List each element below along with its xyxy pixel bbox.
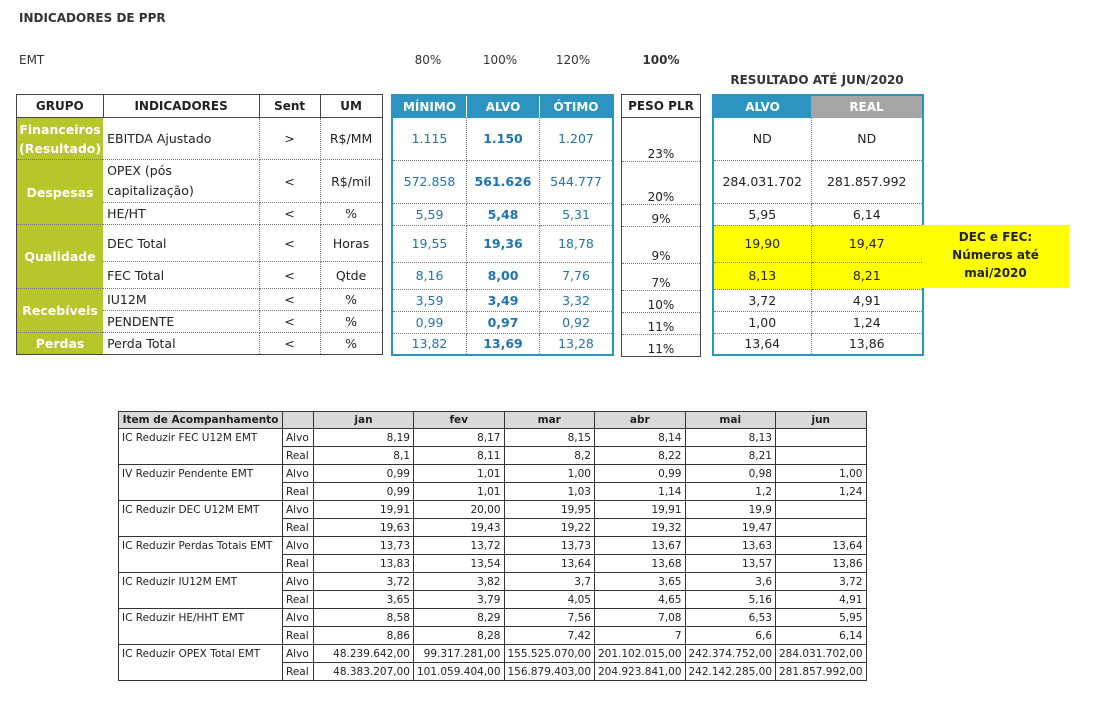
page-title: INDICADORES DE PPR xyxy=(19,11,166,25)
tracking-row-real xyxy=(119,483,867,501)
target-alvo: 13,69 xyxy=(467,333,540,355)
peso-value: 11% xyxy=(647,342,675,356)
header-indicadores: INDICADORES xyxy=(103,95,259,118)
tracking-row-alvo xyxy=(119,501,867,519)
indicator-sent: > xyxy=(259,118,320,160)
tracking-header-mar: mar xyxy=(504,412,595,429)
tracking-value: 20,00 xyxy=(414,501,505,519)
indicator-um: R$/MM xyxy=(320,118,382,160)
result-real: 4,91 xyxy=(811,289,923,311)
target-min: 8,16 xyxy=(392,262,467,289)
tracking-value: 4,65 xyxy=(595,591,686,609)
tracking-value: 48.383.207,00 xyxy=(314,663,414,681)
tracking-value: 156.879.403,00 xyxy=(504,663,595,681)
tracking-type-label: Real xyxy=(283,663,314,681)
tracking-header-jun: jun xyxy=(776,412,867,429)
pct-minimo: 80% xyxy=(414,53,442,67)
tracking-value: 3,65 xyxy=(595,573,686,591)
tracking-type-label: Real xyxy=(283,447,314,465)
tracking-value: 13,64 xyxy=(504,555,595,573)
note-line-1: DEC e FEC: xyxy=(958,230,1033,244)
indicator-um: % xyxy=(320,289,382,311)
tracking-item-name xyxy=(119,627,283,645)
tracking-value: 1,03 xyxy=(504,483,595,501)
result-real: 1,24 xyxy=(811,311,923,333)
target-otimo: 7,76 xyxy=(540,262,614,289)
tracking-item-name xyxy=(119,663,283,681)
tracking-row-real xyxy=(119,591,867,609)
indicator-sent: < xyxy=(259,225,320,262)
tracking-item-name xyxy=(119,555,283,573)
tracking-value: 5,95 xyxy=(776,609,867,627)
target-otimo: 0,92 xyxy=(540,311,614,333)
tracking-value: 6,6 xyxy=(685,627,776,645)
result-real: 6,14 xyxy=(811,203,923,225)
tracking-value: 201.102.015,00 xyxy=(595,645,686,663)
tracking-value: 281.857.992,00 xyxy=(776,663,867,681)
peso-value: 9% xyxy=(622,205,701,227)
target-alvo: 0,97 xyxy=(467,311,540,333)
tracking-value: 13,57 xyxy=(685,555,776,573)
tracking-row-real xyxy=(119,555,867,573)
tracking-value: 48.239.642,00 xyxy=(314,645,414,663)
tracking-value: 19,91 xyxy=(314,501,414,519)
emt-label: EMT xyxy=(19,53,45,67)
result-real: 13,86 xyxy=(848,336,885,352)
tracking-value: 8,14 xyxy=(595,429,686,447)
tracking-value: 13,86 xyxy=(776,555,867,573)
tracking-type-label: Real xyxy=(283,519,314,537)
peso-value: 10% xyxy=(622,291,701,313)
result-title: RESULTADO ATÉ JUN/2020 xyxy=(730,73,904,87)
target-otimo: 13,28 xyxy=(558,336,594,352)
tracking-value: 8,2 xyxy=(504,447,595,465)
tracking-value: 1,00 xyxy=(504,465,595,483)
result-real: 8,21 xyxy=(811,262,923,289)
tracking-value: 1,2 xyxy=(685,483,776,501)
tracking-value: 13,54 xyxy=(414,555,505,573)
tracking-value: 101.059.404,00 xyxy=(414,663,505,681)
tracking-row-real xyxy=(119,447,867,465)
header-alvo: ALVO xyxy=(467,95,540,118)
tracking-value: 8,19 xyxy=(314,429,414,447)
tracking-row-alvo xyxy=(119,645,867,663)
tracking-value: 1,14 xyxy=(595,483,686,501)
tracking-value: 242.374.752,00 xyxy=(685,645,776,663)
indicators-table xyxy=(16,94,383,355)
tracking-item-name: IC Reduzir DEC U12M EMT xyxy=(119,501,283,519)
target-alvo: 19,36 xyxy=(467,225,540,262)
header-peso-plr: PESO PLR xyxy=(622,95,701,118)
result-alvo: 19,90 xyxy=(713,225,811,262)
indicator-name: Perda Total xyxy=(103,333,259,355)
tracking-header-item: Item de Acompanhamento xyxy=(119,412,283,429)
indicator-um: Horas xyxy=(320,225,382,262)
result-real: 19,47 xyxy=(811,225,923,262)
tracking-value: 3,6 xyxy=(685,573,776,591)
tracking-value: 8,1 xyxy=(314,447,414,465)
indicator-um: R$/mil xyxy=(320,160,382,203)
tracking-value: 19,63 xyxy=(314,519,414,537)
target-otimo: 18,78 xyxy=(540,225,614,262)
target-alvo: 5,48 xyxy=(467,203,540,225)
pct-peso: 100% xyxy=(642,53,680,67)
group-qualidade: Qualidade xyxy=(17,225,104,289)
tracking-value: 8,13 xyxy=(685,429,776,447)
target-min: 13,82 xyxy=(392,333,467,355)
indicator-sent: < xyxy=(259,262,320,289)
tracking-item-name xyxy=(119,483,283,501)
tracking-value: 7,56 xyxy=(504,609,595,627)
tracking-value: 8,22 xyxy=(595,447,686,465)
target-min: 572.858 xyxy=(392,160,467,203)
tracking-item-name: IV Reduzir Pendente EMT xyxy=(119,465,283,483)
tracking-value: 8,17 xyxy=(414,429,505,447)
tracking-value: 242.142.285,00 xyxy=(685,663,776,681)
tracking-value: 19,32 xyxy=(595,519,686,537)
group-financeiros: Financeiros (Resultado) xyxy=(17,118,104,160)
tracking-row-real xyxy=(119,519,867,537)
header-sent: Sent xyxy=(259,95,320,118)
tracking-type-label: Alvo xyxy=(283,609,314,627)
peso-value: 11% xyxy=(622,313,701,335)
indicator-name: PENDENTE xyxy=(103,311,259,333)
tracking-value: 0,99 xyxy=(314,483,414,501)
result-alvo: 1,00 xyxy=(713,311,811,333)
tracking-type-label: Real xyxy=(283,555,314,573)
tracking-value xyxy=(776,429,867,447)
tracking-value: 284.031.702,00 xyxy=(776,645,867,663)
indicator-sent: < xyxy=(259,289,320,311)
tracking-value: 3,72 xyxy=(776,573,867,591)
tracking-value: 5,16 xyxy=(685,591,776,609)
tracking-type-label: Alvo xyxy=(283,573,314,591)
tracking-value: 19,47 xyxy=(685,519,776,537)
tracking-type-label: Real xyxy=(283,483,314,501)
targets-table xyxy=(391,94,614,356)
tracking-type-label: Alvo xyxy=(283,465,314,483)
target-otimo: 544.777 xyxy=(540,160,614,203)
tracking-value xyxy=(776,501,867,519)
indicator-sent: < xyxy=(259,333,320,355)
tracking-item-name: IC Reduzir OPEX Total EMT xyxy=(119,645,283,663)
tracking-row-real xyxy=(119,663,867,681)
indicator-sent: < xyxy=(259,160,320,203)
tracking-value: 3,72 xyxy=(314,573,414,591)
tracking-value: 155.525.070,00 xyxy=(504,645,595,663)
peso-value: 7% xyxy=(622,264,701,291)
tracking-value: 3,7 xyxy=(504,573,595,591)
tracking-value: 13,83 xyxy=(314,555,414,573)
tracking-value: 8,15 xyxy=(504,429,595,447)
target-min: 3,59 xyxy=(392,289,467,311)
tracking-row-alvo xyxy=(119,573,867,591)
header-um: UM xyxy=(320,95,382,118)
tracking-value: 7 xyxy=(595,627,686,645)
result-alvo: 3,72 xyxy=(713,289,811,311)
target-otimo: 5,31 xyxy=(540,203,614,225)
tracking-type-label: Alvo xyxy=(283,501,314,519)
result-alvo: 13,64 xyxy=(713,333,811,355)
tracking-type-label: Alvo xyxy=(283,429,314,447)
tracking-value: 13,63 xyxy=(685,537,776,555)
header-minimo: MÍNIMO xyxy=(392,95,467,118)
indicator-um: % xyxy=(320,311,382,333)
tracking-header-abr: abr xyxy=(595,412,686,429)
indicator-name: OPEX (pós capitalização) xyxy=(103,160,259,203)
tracking-item-name xyxy=(119,591,283,609)
tracking-value: 19,9 xyxy=(685,501,776,519)
tracking-header-jan: jan xyxy=(314,412,414,429)
peso-value: 23% xyxy=(622,118,701,162)
tracking-value: 13,68 xyxy=(595,555,686,573)
tracking-type-label: Alvo xyxy=(283,645,314,663)
header-result-alvo: ALVO xyxy=(713,95,811,118)
tracking-item-name: IC Reduzir HE/HHT EMT xyxy=(119,609,283,627)
tracking-value: 4,91 xyxy=(776,591,867,609)
tracking-header-fev: fev xyxy=(414,412,505,429)
tracking-row-alvo xyxy=(119,465,867,483)
tracking-value: 7,08 xyxy=(595,609,686,627)
tracking-header-mai: mai xyxy=(685,412,776,429)
tracking-value: 3,65 xyxy=(314,591,414,609)
target-alvo: 3,49 xyxy=(467,289,540,311)
tracking-item-name: IC Reduzir Perdas Totais EMT xyxy=(119,537,283,555)
note-line-3: mai/2020 xyxy=(964,266,1027,280)
target-otimo: 1.207 xyxy=(540,118,614,160)
tracking-header-row xyxy=(119,412,867,429)
indicator-name: DEC Total xyxy=(103,225,259,262)
tracking-value: 8,29 xyxy=(414,609,505,627)
tracking-value: 8,21 xyxy=(685,447,776,465)
target-min: 5,59 xyxy=(392,203,467,225)
tracking-value: 13,67 xyxy=(595,537,686,555)
tracking-value: 4,05 xyxy=(504,591,595,609)
tracking-value: 8,58 xyxy=(314,609,414,627)
tracking-item-name xyxy=(119,519,283,537)
indicator-sent: < xyxy=(259,203,320,225)
tracking-value: 19,95 xyxy=(504,501,595,519)
tracking-row-alvo xyxy=(119,609,867,627)
tracking-row-alvo xyxy=(119,429,867,447)
header-grupo: GRUPO xyxy=(17,95,104,118)
group-perdas: Perdas xyxy=(17,333,104,355)
result-real: 281.857.992 xyxy=(811,160,923,203)
result-alvo: 8,13 xyxy=(713,262,811,289)
result-alvo: ND xyxy=(713,118,811,160)
tracking-value: 8,86 xyxy=(314,627,414,645)
tracking-value: 1,00 xyxy=(776,465,867,483)
tracking-value: 3,79 xyxy=(414,591,505,609)
tracking-value xyxy=(776,447,867,465)
result-alvo: 5,95 xyxy=(713,203,811,225)
tracking-value: 0,99 xyxy=(595,465,686,483)
dec-fec-note xyxy=(922,225,1069,288)
indicator-name: HE/HT xyxy=(103,203,259,225)
target-min: 0,99 xyxy=(392,311,467,333)
tracking-value: 8,11 xyxy=(414,447,505,465)
indicator-sent: < xyxy=(259,311,320,333)
tracking-value: 19,43 xyxy=(414,519,505,537)
tracking-item-name: IC Reduzir FEC U12M EMT xyxy=(119,429,283,447)
tracking-value: 0,98 xyxy=(685,465,776,483)
tracking-value: 1,24 xyxy=(776,483,867,501)
target-min: 1.115 xyxy=(392,118,467,160)
tracking-value: 1,01 xyxy=(414,483,505,501)
group-recebiveis: Recebíveis xyxy=(17,289,104,333)
tracking-value: 13,73 xyxy=(314,537,414,555)
note-line-2: Números até xyxy=(952,248,1039,262)
result-alvo: 284.031.702 xyxy=(713,160,811,203)
target-alvo: 561.626 xyxy=(467,160,540,203)
tracking-table xyxy=(118,411,867,681)
tracking-value xyxy=(776,519,867,537)
target-alvo: 8,00 xyxy=(467,262,540,289)
tracking-value: 0,99 xyxy=(314,465,414,483)
header-result-real: REAL xyxy=(811,95,923,118)
tracking-value: 19,22 xyxy=(504,519,595,537)
tracking-value: 13,72 xyxy=(414,537,505,555)
tracking-value: 7,42 xyxy=(504,627,595,645)
tracking-value: 8,28 xyxy=(414,627,505,645)
tracking-value: 3,82 xyxy=(414,573,505,591)
indicator-name: FEC Total xyxy=(103,262,259,289)
tracking-value: 13,64 xyxy=(776,537,867,555)
tracking-value: 13,73 xyxy=(504,537,595,555)
tracking-item-name xyxy=(119,447,283,465)
tracking-value: 204.923.841,00 xyxy=(595,663,686,681)
tracking-value: 6,14 xyxy=(776,627,867,645)
tracking-value: 19,91 xyxy=(595,501,686,519)
peso-value: 9% xyxy=(622,227,701,264)
target-otimo: 3,32 xyxy=(540,289,614,311)
results-table xyxy=(712,94,924,356)
tracking-type-label: Real xyxy=(283,591,314,609)
header-otimo: ÓTIMO xyxy=(540,95,614,118)
tracking-row-real xyxy=(119,627,867,645)
tracking-type-label: Alvo xyxy=(283,537,314,555)
pct-alvo: 100% xyxy=(482,53,518,67)
tracking-value: 1,01 xyxy=(414,465,505,483)
tracking-item-name: IC Reduzir IU12M EMT xyxy=(119,573,283,591)
indicator-um: % xyxy=(320,203,382,225)
target-alvo: 1.150 xyxy=(467,118,540,160)
pct-otimo: 120% xyxy=(555,53,591,67)
result-real: ND xyxy=(811,118,923,160)
indicator-name: IU12M xyxy=(103,289,259,311)
tracking-value: 6,53 xyxy=(685,609,776,627)
tracking-row-alvo xyxy=(119,537,867,555)
tracking-value: 99.317.281,00 xyxy=(414,645,505,663)
tracking-header-type xyxy=(283,412,314,429)
indicator-um: Qtde xyxy=(320,262,382,289)
target-min: 19,55 xyxy=(392,225,467,262)
tracking-type-label: Real xyxy=(283,627,314,645)
indicator-um: % xyxy=(320,333,382,355)
group-despesas: Despesas xyxy=(17,160,104,225)
peso-table xyxy=(621,94,701,357)
indicator-name: EBITDA Ajustado xyxy=(103,118,259,160)
peso-value: 20% xyxy=(622,162,701,205)
